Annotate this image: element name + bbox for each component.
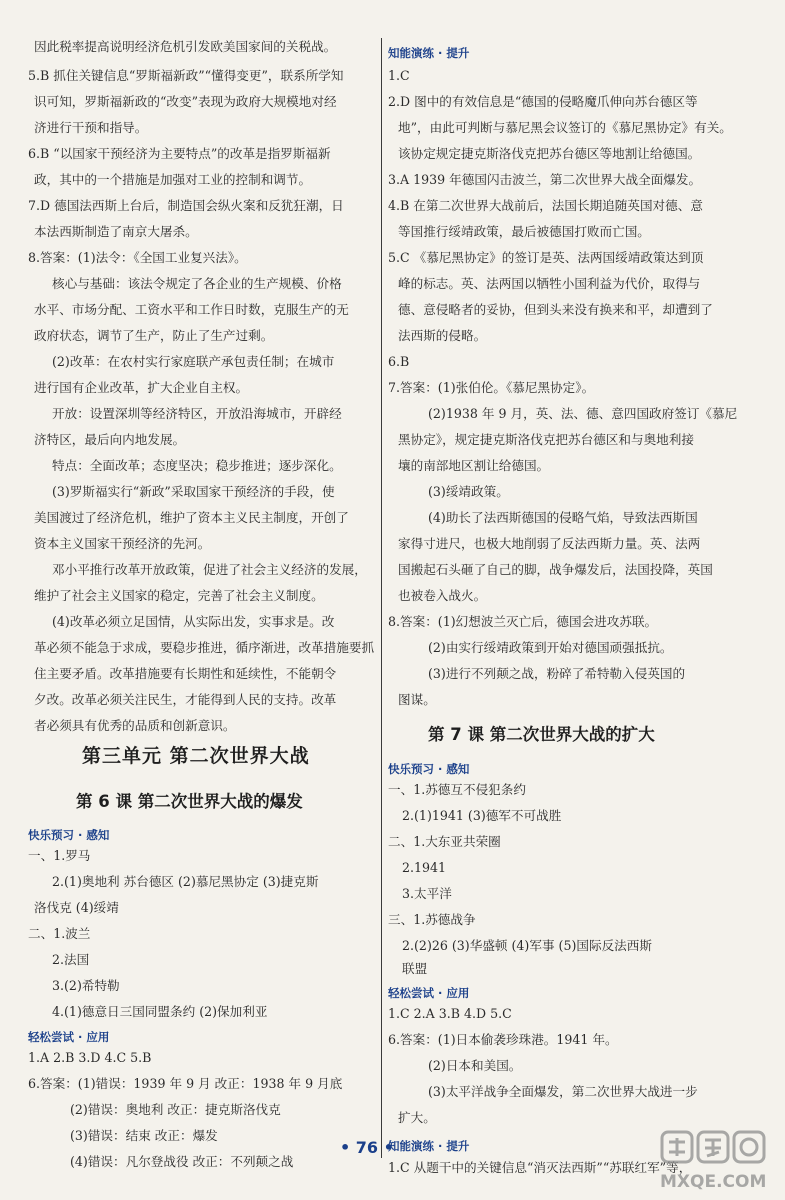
answer-1: 1.C 从题干中的关键信息“消灭法西斯”“苏联红军”等， — [388, 1160, 692, 1175]
section-heading-improve: 知能演练 · 提升 — [388, 46, 470, 60]
text-line: 地”，由此可判断与慕尼黑会议签订的《慕尼黑协定》有关。 — [398, 120, 732, 135]
text-line: 住主要矛盾。改革措施要有长期性和延续性，不能朝令 — [34, 666, 337, 681]
text-line: 核心与基础：该法令规定了各企业的生产规模、价格 — [52, 276, 342, 291]
text-line: 等国推行绥靖政策，最后被德国打败而亡国。 — [398, 224, 650, 239]
text-line: 一、1.罗马 — [28, 848, 91, 863]
text-line: 也被卷入战火。 — [398, 588, 487, 603]
text-line: 2.(1)1941 (3)德军不可战胜 — [402, 808, 562, 823]
text-line: (4)错误：凡尔登战役 改正：不列颠之战 — [70, 1154, 294, 1169]
answer-8: 8.答案：(1)法令：《全国工业复兴法》。 — [28, 250, 247, 265]
text-line: 该协定规定捷克斯洛伐克把苏台德区等地割让给德国。 — [398, 146, 701, 161]
text-line: 邓小平推行改革开放政策，促进了社会主义经济的发展， — [52, 562, 367, 577]
section-heading-preview: 快乐预习 · 感知 — [388, 762, 470, 776]
mc-answers: 1.C 2.A 3.B 4.D 5.C — [388, 1006, 512, 1021]
text-line: 二、1.波兰 — [28, 926, 91, 941]
text-line: 济特区，最后向内地发展。 — [34, 432, 186, 447]
text-line: 资本主义国家干预经济的先河。 — [34, 536, 211, 551]
text-line: (3)绥靖政策。 — [428, 484, 509, 499]
text-line: 水平、市场分配、工资水平和工作日时数，克服生产的无 — [34, 302, 349, 317]
text-line: 维护了社会主义国家的稳定，完善了社会主义制度。 — [34, 588, 324, 603]
text-line: 家得寸进尺，也极大地削弱了反法西斯力量。英、法两 — [398, 536, 701, 551]
text-line: 国搬起石头砸了自己的脚，战争爆发后，法国投降，英国 — [398, 562, 713, 577]
text-line: 扩大。 — [398, 1110, 436, 1125]
text-line: (4)助长了法西斯德国的侵略气焰，导致法西斯国 — [428, 510, 698, 525]
text-line: 者必须具有优秀的品质和创新意识。 — [34, 718, 236, 733]
section-heading-preview: 快乐预习 · 感知 — [28, 828, 110, 842]
text-line: 美国渡过了经济危机，维护了资本主义民主制度，开创了 — [34, 510, 349, 525]
text-line: 4.(1)德意日三国同盟条约 (2)保加利亚 — [52, 1004, 268, 1019]
text-line: 黑协定》，规定捷克斯洛伐克把苏台德区和与奥地利接 — [398, 432, 694, 447]
text-line: (2)改革：在农村实行家庭联产承包责任制；在城市 — [52, 354, 335, 369]
text-line: 因此税率提高说明经济危机引发欧美国家间的关税战。 — [34, 39, 337, 54]
watermark-text: MXQE.COM — [660, 1172, 767, 1192]
unit-title: 第三单元 第二次世界大战 — [82, 745, 310, 767]
text-line: 政，其中的一个措施是加强对工业的控制和调节。 — [34, 172, 312, 187]
text-line: (2)1938 年 9 月，英、法、德、意四国政府签订《慕尼 — [428, 406, 738, 421]
text-line: 特点：全面改革；态度坚决；稳步推进；逐步深化。 — [52, 458, 342, 473]
watermark-icon — [660, 1128, 772, 1168]
text-line: 3.(2)希特勒 — [52, 978, 120, 993]
text-line: (3)错误：结束 改正：爆发 — [70, 1128, 218, 1143]
answer-8: 8.答案：(1)幻想波兰灭亡后，德国会进攻苏联。 — [388, 614, 658, 629]
answer-6: 6.答案：(1)日本偷袭珍珠港。1941 年。 — [388, 1032, 618, 1047]
text-line: 识可知，罗斯福新政的“改变”表现为政府大规模地对经 — [34, 94, 337, 109]
answer-7: 7.D 德国法西斯上台后，制造国会纵火案和反犹狂潮，日 — [28, 198, 344, 213]
text-line: 壤的南部地区割让给德国。 — [398, 458, 550, 473]
answer-2: 2.D 图中的有效信息是“德国的侵略魔爪伸向苏台德区等 — [388, 94, 698, 109]
answer-5: 5.C 《慕尼黑协定》的签订是英、法两国绥靖政策达到顶 — [388, 250, 704, 265]
answer-4: 4.B 在第二次世界大战前后，法国长期追随英国对德、意 — [388, 198, 703, 213]
text-line: 夕改。改革必须关注民生，才能得到人民的支持。改革 — [34, 692, 337, 707]
lesson-7-title: 第 7 课 第二次世界大战的扩大 — [428, 725, 655, 744]
text-line: (2)由实行绥靖政策到开始对德国顽强抵抗。 — [428, 640, 673, 655]
text-line: (2)日本和美国。 — [428, 1058, 522, 1073]
page-number: • 76 • — [340, 1138, 394, 1157]
column-divider — [381, 38, 382, 1158]
lesson-6-title: 第 6 课 第二次世界大战的爆发 — [76, 792, 303, 811]
text-line: 德、意侵略者的妥协，但到头来没有换来和平，却遭到了 — [398, 302, 713, 317]
text-line: 2.(1)奥地利 苏台德区 (2)慕尼黑协定 (3)捷克斯 — [52, 874, 319, 889]
text-line: 联盟 — [402, 961, 428, 976]
text-line: 开放：设置深圳等经济特区，开放沿海城市，开辟经 — [52, 406, 342, 421]
answer-6: 6.答案：(1)错误：1939 年 9 月 改正：1938 年 9 月底 — [28, 1076, 343, 1091]
text-line: 进行国有企业改革，扩大企业自主权。 — [34, 380, 249, 395]
text-line: 2.(2)26 (3)华盛顿 (4)军事 (5)国际反法西斯 — [402, 938, 652, 953]
text-line: 济进行干预和指导。 — [34, 120, 148, 135]
watermark-logo — [660, 1128, 772, 1190]
text-line: (2)错误：奥地利 改正：捷克斯洛伐克 — [70, 1102, 281, 1117]
text-line: (3)罗斯福实行“新政”采取国家干预经济的手段，使 — [52, 484, 335, 499]
answer-7: 7.答案：(1)张伯伦。《慕尼黑协定》。 — [388, 380, 595, 395]
section-heading-apply: 轻松尝试 · 应用 — [388, 986, 470, 1000]
text-line: 2.法国 — [52, 952, 90, 967]
answer-3: 3.A 1939 年德国闪击波兰，第二次世界大战全面爆发。 — [388, 172, 702, 187]
section-heading-improve: 知能演练 · 提升 — [388, 1139, 470, 1153]
text-line: 政府状态，调节了生产，防止了生产过剩。 — [34, 328, 274, 343]
text-line: 革必须不能急于求成，要稳步推进，循序渐进，改革措施要抓 — [34, 640, 375, 655]
text-line: 图谋。 — [398, 692, 436, 707]
text-line: 洛伐克 (4)绥靖 — [34, 900, 119, 915]
answer-1: 1.C — [388, 68, 410, 83]
text-line: 2.1941 — [402, 860, 447, 875]
text-line: 三、1.苏德战争 — [388, 912, 476, 927]
text-line: 本法西斯制造了南京大屠杀。 — [34, 224, 198, 239]
text-line: 峰的标志。英、法两国以牺牲小国利益为代价，取得与 — [398, 276, 701, 291]
mc-answers: 1.A 2.B 3.D 4.C 5.B — [28, 1050, 152, 1065]
text-line: (4)改革必须立足国情，从实际出发，实事求是。改 — [52, 614, 335, 629]
text-line: 二、1.大东亚共荣圈 — [388, 834, 501, 849]
answer-6: 6.B “以国家干预经济为主要特点”的改革是指罗斯福新 — [28, 146, 331, 161]
answer-6: 6.B — [388, 354, 410, 369]
text-line: 一、1.苏德互不侵犯条约 — [388, 782, 526, 797]
answer-5: 5.B 抓住关键信息“罗斯福新政”“懂得变更”，联系所学知 — [28, 68, 344, 83]
section-heading-apply: 轻松尝试 · 应用 — [28, 1030, 110, 1044]
text-line: (3)太平洋战争全面爆发，第二次世界大战进一步 — [428, 1084, 698, 1099]
text-line: 法西斯的侵略。 — [398, 328, 487, 343]
text-line: 3.太平洋 — [402, 886, 452, 901]
text-line: (3)进行不列颠之战，粉碎了希特勒入侵英国的 — [428, 666, 686, 681]
